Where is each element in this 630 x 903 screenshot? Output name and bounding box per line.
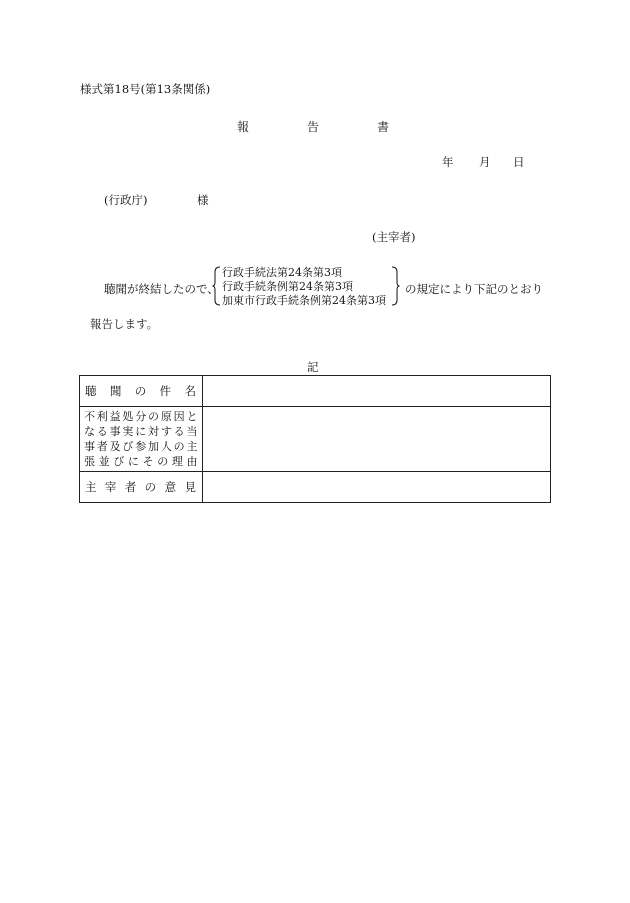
label-char: 見 [184, 480, 196, 494]
label-line: 不利益処分の原因と [84, 410, 198, 423]
body-lead-out: の規定により下記のとおり [405, 282, 543, 296]
form-number: 様式第18号(第13条関係) [80, 82, 211, 96]
label-char: 宰 [104, 480, 117, 494]
law-options-group [212, 266, 400, 306]
label-line: 張並びにその理由 [84, 455, 198, 468]
record-table [79, 375, 551, 503]
label-char: の [144, 480, 157, 494]
record-heading: 記 [307, 360, 319, 374]
table-row [80, 376, 551, 407]
table-row [80, 407, 551, 472]
label-char: 意 [164, 480, 177, 494]
right-brace [391, 266, 400, 306]
hearing-title-label [80, 376, 203, 407]
presider-opinion-field[interactable] [203, 472, 551, 503]
presider-opinion-label [80, 472, 203, 503]
label-char: 聞 [109, 384, 122, 398]
label-char: 者 [124, 480, 137, 494]
label-char: の [134, 384, 147, 398]
label-char: 主 [85, 480, 97, 494]
law-option: 行政手続法第24条第3項 [222, 266, 342, 279]
date-year-label: 年 [442, 155, 454, 169]
presider-label: (主宰者) [372, 230, 416, 244]
date-day-label: 日 [513, 155, 525, 169]
date-month-label: 月 [479, 155, 491, 169]
addressee-org: (行政庁) [104, 193, 148, 207]
body-continuation: 報告します。 [90, 317, 159, 331]
title-char-2: 告 [307, 120, 320, 134]
law-option: 加東市行政手続条例第24条第3項 [222, 294, 386, 307]
parties-claims-field[interactable] [203, 407, 551, 472]
hearing-title-field[interactable] [203, 376, 551, 407]
addressee-honorific: 様 [197, 193, 209, 207]
label-char: 件 [159, 384, 172, 398]
table-row [80, 472, 551, 503]
title-char-3: 書 [377, 120, 390, 134]
body-lead-in: 聴聞が終結したので、 [104, 282, 219, 296]
label-line: なる事実に対する当 [84, 425, 198, 438]
title-char-1: 報 [237, 120, 250, 134]
left-brace [212, 266, 221, 306]
label-line: 事者及び参加人の主 [84, 440, 198, 453]
law-option: 行政手続条例第24条第3項 [222, 280, 353, 293]
parties-claims-label [80, 407, 203, 472]
label-char: 名 [184, 384, 196, 398]
label-char: 聴 [85, 384, 97, 398]
